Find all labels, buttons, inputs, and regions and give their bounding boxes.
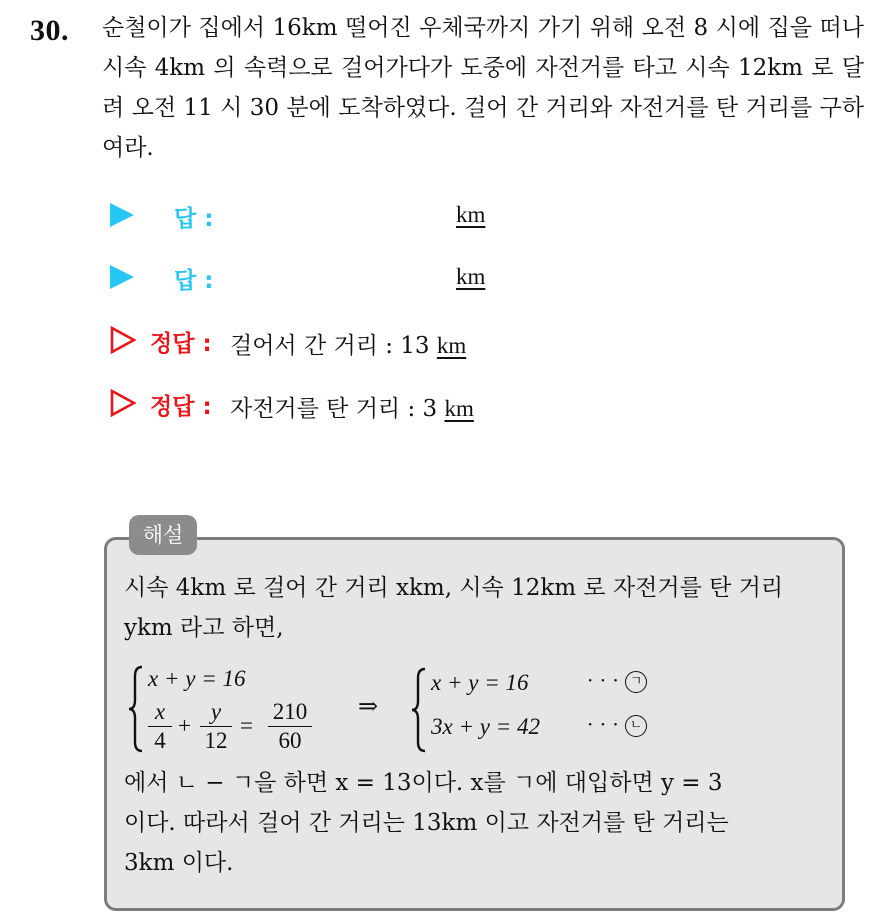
plus-sign: + bbox=[178, 713, 191, 738]
question-text: 순철이가 집에서 16km 떨어진 우체국까지 가기 위해 오전 8 시에 집을 떠나 시속 4km 의 속력으로 걸어가다가 도중에 자전거를 타고 시속 12km 로 달려 오전 11 시 30 분에 도착하였다. 걸어 간 거리와 자전거를 탄 거리를 구하여라. bbox=[102, 15, 864, 161]
explanation-line-1: 시속 4km 로 걸어 간 거리 xkm, 시속 12km 로 자전거를 탄 거리 bbox=[124, 575, 784, 601]
answer-unit: km bbox=[456, 264, 486, 289]
correct-answer-value: 자전거를 탄 거리 : 3 bbox=[230, 396, 445, 422]
correct-answer-text bbox=[230, 390, 474, 423]
fraction-x-over-4 bbox=[148, 698, 172, 755]
explanation-line-2: ykm 라고 하면, bbox=[124, 615, 284, 641]
explanation-tab: 해설 bbox=[129, 515, 197, 555]
frac3-num: 210 bbox=[268, 698, 312, 727]
frac2-num: y bbox=[200, 698, 232, 727]
left-brace-icon bbox=[126, 664, 146, 754]
correct-answer-row-1 bbox=[110, 321, 810, 361]
explanation-line-3: 에서 ㄴ − ㄱ을 하면 x = 13이다. x를 ㄱ에 대입하면 y = 3 bbox=[124, 770, 723, 796]
frac2-den: 12 bbox=[204, 728, 228, 753]
frac1-num: x bbox=[148, 698, 172, 727]
correct-answer-label: 정답 : bbox=[150, 331, 212, 357]
correct-answer-value: 걸어서 간 거리 : 13 bbox=[230, 333, 437, 359]
explanation-line-5: 3km 이다. bbox=[124, 850, 234, 876]
outline-triangle-icon bbox=[110, 326, 136, 354]
implies-arrow: ⇒ bbox=[358, 694, 379, 720]
correct-answer-text bbox=[230, 327, 466, 360]
answer-label: 답 : bbox=[174, 268, 214, 294]
correct-answer-label: 정답 : bbox=[150, 394, 212, 420]
system2-eq2: 3x + y = 42 bbox=[431, 714, 540, 739]
fraction-y-over-12 bbox=[200, 698, 232, 755]
dots: · · · bbox=[587, 668, 619, 692]
correct-answer-row-2 bbox=[110, 384, 810, 424]
eq2-marker bbox=[587, 712, 647, 737]
answer-row-1 bbox=[110, 196, 810, 236]
triangle-icon bbox=[110, 203, 134, 227]
circled-giyeok-icon: ㄱ bbox=[625, 671, 647, 693]
triangle-icon bbox=[110, 265, 134, 289]
eq1-marker bbox=[587, 668, 647, 693]
left-brace-icon bbox=[409, 666, 429, 754]
answer-unit: km bbox=[456, 202, 486, 227]
answer-label: 답 : bbox=[174, 206, 214, 232]
explanation-line-4: 이다. 따라서 걸어 간 거리는 13km 이고 자전거를 탄 거리는 bbox=[124, 810, 729, 836]
system2-eq1: x + y = 16 bbox=[431, 670, 529, 695]
question-number: 30. bbox=[30, 14, 69, 47]
system1-eq1: x + y = 16 bbox=[148, 666, 246, 691]
dots: · · · bbox=[587, 712, 619, 736]
fraction-210-over-60 bbox=[268, 698, 312, 755]
answer-row-2 bbox=[110, 258, 810, 298]
frac3-den: 60 bbox=[278, 728, 302, 753]
frac1-den: 4 bbox=[154, 728, 166, 753]
equals-sign: = bbox=[240, 713, 253, 738]
outline-triangle-icon bbox=[110, 389, 136, 417]
correct-answer-unit: km bbox=[444, 396, 474, 421]
circled-nieun-icon: ㄴ bbox=[625, 715, 647, 737]
correct-answer-unit: km bbox=[436, 333, 467, 358]
